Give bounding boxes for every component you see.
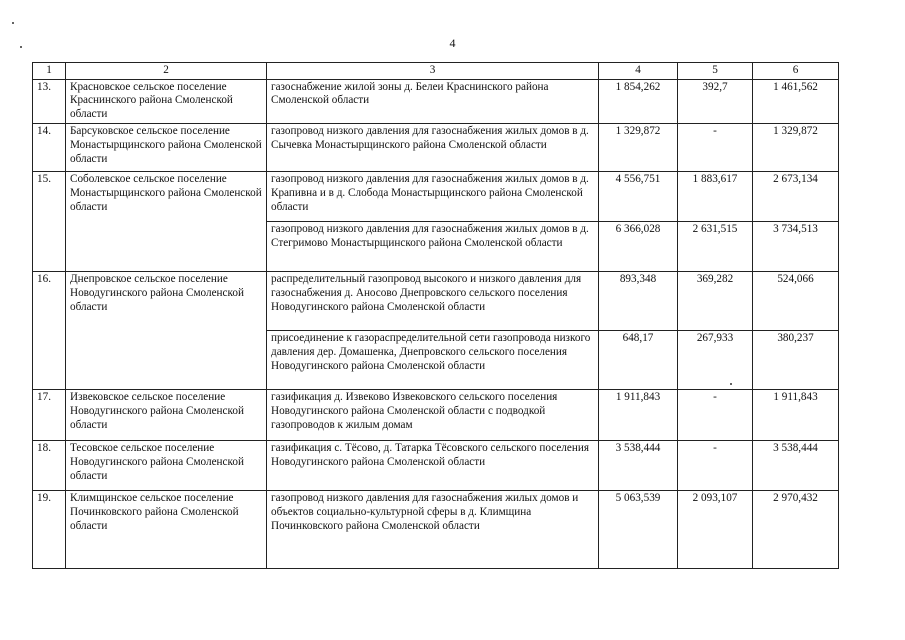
- project-description: газопровод низкого давления для газоснабжения жилых домов в д. Стегримово Монастырщинского района Смоленской области: [267, 222, 599, 272]
- header-col-3: 3: [267, 63, 599, 80]
- settlement-name: Соболевское сельское поселение Монастырщинского района Смоленской области: [66, 172, 267, 272]
- table-row: [33, 390, 839, 441]
- project-description: газопровод низкого давления для газоснабжения жилых домов в д. Крапивна и в д. Слобода Монастырщинского района Смоленской области: [267, 172, 599, 222]
- row-number: 14.: [33, 124, 66, 172]
- value-col6: 1 461,562: [753, 79, 839, 124]
- value-col4: 1 329,872: [599, 124, 678, 172]
- header-col-4: 4: [599, 63, 678, 80]
- value-col6: 2 970,432: [753, 491, 839, 569]
- value-col6: 1 329,872: [753, 124, 839, 172]
- table-row: [33, 491, 839, 569]
- row-number: 15.: [33, 172, 66, 272]
- scan-speck: [12, 22, 14, 24]
- value-col5: 369,282: [678, 272, 753, 331]
- project-description: газопровод низкого давления для газоснабжения жилых домов и объектов социально-культурной сферы в д. Климщина Починковского района Смоленской области: [267, 491, 599, 569]
- table-row: [33, 272, 839, 331]
- settlement-name: Красновское сельское поселение Краснинского района Смоленской области: [66, 79, 267, 124]
- project-description: газификация с. Тёсово, д. Татарка Тёсовского сельского поселения Новодугинского района Смоленской области: [267, 441, 599, 491]
- value-col5: -: [678, 390, 753, 441]
- row-number: 13.: [33, 79, 66, 124]
- row-number: 19.: [33, 491, 66, 569]
- value-col5: -: [678, 124, 753, 172]
- scan-speck: [20, 46, 22, 48]
- value-col6: 3 734,513: [753, 222, 839, 272]
- project-description: присоединение к газораспределительной сети газопровода низкого давления дер. Домашенка, Днепровского сельского поселения Новодугинского района Смоленской области: [267, 331, 599, 390]
- table-row: [33, 124, 839, 172]
- value-col6: 3 538,444: [753, 441, 839, 491]
- value-col4: 648,17: [599, 331, 678, 390]
- value-col4: 4 556,751: [599, 172, 678, 222]
- project-description: газоснабжение жилой зоны д. Белеи Краснинского района Смоленской области: [267, 79, 599, 124]
- row-number: 18.: [33, 441, 66, 491]
- value-col4: 893,348: [599, 272, 678, 331]
- value-col4: 1 854,262: [599, 79, 678, 124]
- value-col4: 3 538,444: [599, 441, 678, 491]
- settlement-name: Климщинское сельское поселение Починковского района Смоленской области: [66, 491, 267, 569]
- value-col6: 2 673,134: [753, 172, 839, 222]
- value-col6: 1 911,843: [753, 390, 839, 441]
- table-row: [33, 79, 839, 124]
- table-row: [33, 441, 839, 491]
- value-col4: 1 911,843: [599, 390, 678, 441]
- value-col6: 380,237: [753, 331, 839, 390]
- project-description: газопровод низкого давления для газоснабжения жилых домов в д. Сычевка Монастырщинского района Смоленской области: [267, 124, 599, 172]
- value-col5: 267,933: [678, 331, 753, 390]
- settlement-name: Барсуковское сельское поселение Монастырщинского района Смоленской области: [66, 124, 267, 172]
- page-number: 4: [449, 36, 456, 50]
- settlement-name: Днепровское сельское поселение Новодугинского района Смоленской области: [66, 272, 267, 390]
- value-col5: 2 631,515: [678, 222, 753, 272]
- value-col4: 5 063,539: [599, 491, 678, 569]
- value-col5: 392,7: [678, 79, 753, 124]
- value-col4: 6 366,028: [599, 222, 678, 272]
- row-number: 16.: [33, 272, 66, 390]
- header-col-2: 2: [66, 63, 267, 80]
- header-row: [33, 63, 839, 80]
- value-col5: -: [678, 441, 753, 491]
- budget-table: [32, 62, 839, 569]
- table-row: [33, 172, 839, 222]
- header-col-1: 1: [33, 63, 66, 80]
- settlement-name: Тесовское сельское поселение Новодугинского района Смоленской области: [66, 441, 267, 491]
- project-description: распределительный газопровод высокого и низкого давления для газоснабжения д. Аносово Днепровского сельского поселения Новодугинского района Смоленской области: [267, 272, 599, 331]
- project-description: газификация д. Извеково Извековского сельского поселения Новодугинского района Смоленской области с подводкой газопроводов к жилым домам: [267, 390, 599, 441]
- header-col-6: 6: [753, 63, 839, 80]
- value-col6: 524,066: [753, 272, 839, 331]
- header-col-5: 5: [678, 63, 753, 80]
- value-col5: 1 883,617: [678, 172, 753, 222]
- row-number: 17.: [33, 390, 66, 441]
- value-col5: 2 093,107: [678, 491, 753, 569]
- settlement-name: Извековское сельское поселение Новодугинского района Смоленской области: [66, 390, 267, 441]
